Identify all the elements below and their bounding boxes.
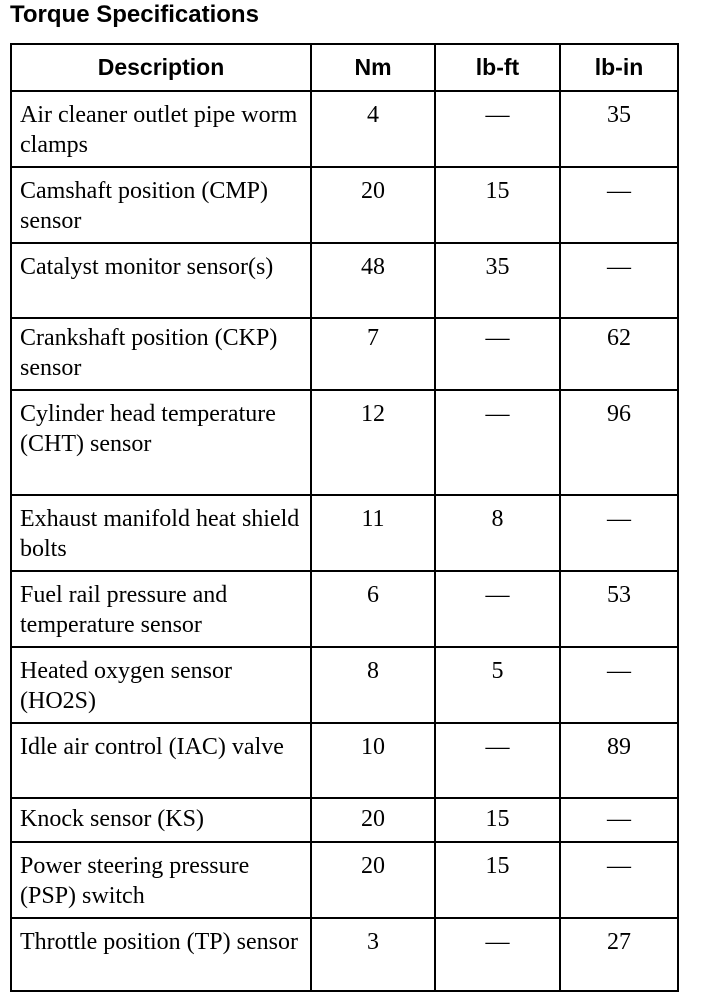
cell-nm: 8 <box>311 647 435 723</box>
cell-lbft: — <box>435 390 560 495</box>
table-header-row <box>11 44 678 91</box>
cell-nm: 20 <box>311 167 435 243</box>
cell-description: Throttle position (TP) sensor <box>11 918 311 991</box>
table-row <box>11 723 678 798</box>
table-row <box>11 91 678 167</box>
cell-description: Power steering pressure (PSP) switch <box>11 842 311 918</box>
cell-lbft: — <box>435 318 560 390</box>
cell-nm: 3 <box>311 918 435 991</box>
cell-lbin: — <box>560 842 678 918</box>
cell-lbft: — <box>435 571 560 647</box>
cell-description: Knock sensor (KS) <box>11 798 311 842</box>
cell-lbin: 89 <box>560 723 678 798</box>
table-row <box>11 495 678 571</box>
cell-lbft: — <box>435 91 560 167</box>
header-nm: Nm <box>311 44 435 91</box>
page-title: Torque Specifications <box>10 1 259 28</box>
cell-nm: 20 <box>311 842 435 918</box>
table-row <box>11 798 678 842</box>
cell-lbft: 15 <box>435 842 560 918</box>
cell-description: Cylinder head temperature (CHT) sensor <box>11 390 311 495</box>
cell-lbft: 8 <box>435 495 560 571</box>
table-row <box>11 167 678 243</box>
cell-lbin: 96 <box>560 390 678 495</box>
table-row <box>11 647 678 723</box>
torque-spec-table <box>10 43 679 992</box>
cell-lbft: 5 <box>435 647 560 723</box>
cell-description: Heated oxygen sensor (HO2S) <box>11 647 311 723</box>
cell-lbft: 35 <box>435 243 560 318</box>
cell-nm: 20 <box>311 798 435 842</box>
table-row <box>11 918 678 991</box>
cell-description: Camshaft position (CMP) sensor <box>11 167 311 243</box>
cell-description: Catalyst monitor sensor(s) <box>11 243 311 318</box>
cell-lbin: 53 <box>560 571 678 647</box>
cell-description: Crankshaft position (CKP) sensor <box>11 318 311 390</box>
header-lbin: lb-in <box>560 44 678 91</box>
table-row <box>11 243 678 318</box>
table-row <box>11 842 678 918</box>
cell-nm: 11 <box>311 495 435 571</box>
cell-lbft: — <box>435 723 560 798</box>
cell-lbft: 15 <box>435 798 560 842</box>
cell-lbin: — <box>560 798 678 842</box>
cell-description: Fuel rail pressure and temperature sensor <box>11 571 311 647</box>
cell-description: Idle air control (IAC) valve <box>11 723 311 798</box>
cell-lbin: 27 <box>560 918 678 991</box>
cell-nm: 4 <box>311 91 435 167</box>
header-lbft: lb-ft <box>435 44 560 91</box>
cell-lbin: — <box>560 167 678 243</box>
cell-lbin: 62 <box>560 318 678 390</box>
cell-lbin: — <box>560 243 678 318</box>
cell-nm: 48 <box>311 243 435 318</box>
cell-lbin: 35 <box>560 91 678 167</box>
table-row <box>11 390 678 495</box>
cell-nm: 12 <box>311 390 435 495</box>
table-row <box>11 318 678 390</box>
cell-lbin: — <box>560 647 678 723</box>
cell-description: Exhaust manifold heat shield bolts <box>11 495 311 571</box>
cell-lbin: — <box>560 495 678 571</box>
cell-nm: 6 <box>311 571 435 647</box>
cell-lbft: 15 <box>435 167 560 243</box>
table-row <box>11 571 678 647</box>
cell-nm: 7 <box>311 318 435 390</box>
cell-nm: 10 <box>311 723 435 798</box>
header-description: Description <box>11 44 311 91</box>
cell-lbft: — <box>435 918 560 991</box>
cell-description: Air cleaner outlet pipe worm clamps <box>11 91 311 167</box>
